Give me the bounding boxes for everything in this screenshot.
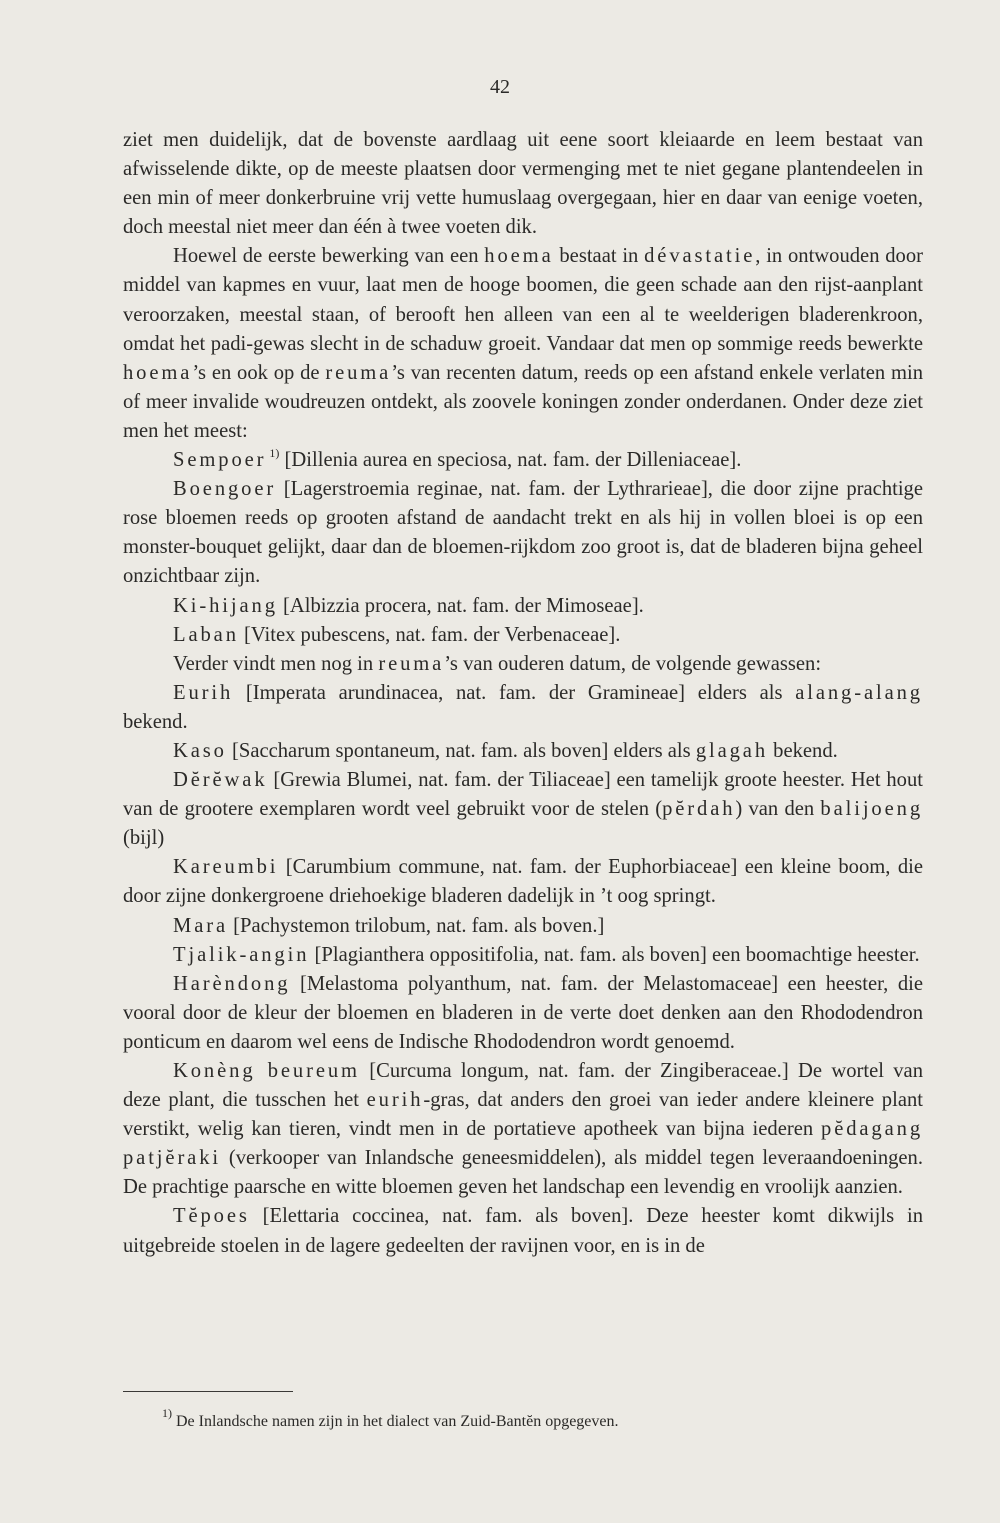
paragraph [123, 912, 923, 941]
spaced-term: hoema [484, 245, 554, 268]
text-run: [Vitex pubescens, nat. fam. der Verbenaceae]. [238, 623, 621, 646]
text-run: [Elettaria coccinea, nat. fam. als boven]. Deze heester komt dikwijls in uitgebreide stoelen in de lagere gedeelten der ravijnen voor, en is in de [123, 1205, 923, 1257]
text-run: ’s van ouderen datum, de volgende gewassen: [444, 652, 822, 675]
paragraph [123, 242, 923, 446]
text-run: (verkooper van Inlandsche geneesmiddelen), als middel tegen leveraandoeningen. De prachtige paarsche en witte bloemen geven het landschap een levendig en vroolijk aanzien. [123, 1147, 923, 1199]
text-run: [Lagerstroemia reginae, nat. fam. der Lythrarieae], die door zijne prachtige rose bloemen reeds op grooten afstand de aandacht trekt en als hij in vollen bloei is op een monster-bouquet gelijkt, daar dan de bloemen-rijkdom zoo groot is, dat de bladeren bijna geheel onzichtbaar zijn. [123, 478, 923, 588]
text-run: [Saccharum spontaneum, nat. fam. als boven] elders als [226, 739, 696, 762]
spaced-term: reuma [325, 361, 392, 384]
footnote-reference: 1) [266, 446, 280, 461]
text-run: ) van den [735, 798, 821, 821]
spaced-term: Eurih [173, 681, 234, 704]
paragraph [123, 1057, 923, 1202]
text-run: [Dillenia aurea en speciosa, nat. fam. der Dilleniaceae]. [279, 449, 742, 472]
spaced-term: Laban [173, 623, 239, 646]
text-run: [Grewia Blumei, nat. fam. der Tiliaceae] een tamelijk groote heester. Het hout van de grootere exemplaren wordt veel gebruikt voor de stelen ( [123, 769, 923, 821]
text-run: bekend. [123, 710, 188, 733]
text-run: ziet men duidelijk, dat de bovenste aardlaag uit eene soort kleiaarde en leem bestaat van afwisselende dikte, op de meeste plaatsen door vermenging met te niet gegane plantendeelen in een min of meer donkerbruine vrij vette humuslaag overgegaan, hier en daar van eenige voeten, doch meestal niet meer dan één à twee voeten dik. [123, 129, 923, 239]
paragraph [123, 679, 923, 737]
spaced-term: Boengoer [173, 478, 277, 501]
paragraph [123, 853, 923, 911]
footnote [162, 1406, 619, 1433]
page-number: 42 [490, 76, 510, 98]
spaced-term: Ki-hijang [173, 594, 278, 617]
text-run: bekend. [768, 739, 838, 762]
footnote-text: De Inlandsche namen zijn in het dialect van Zuid-Bantĕn opgegeven. [172, 1413, 619, 1430]
text-run: [Imperata arundinacea, nat. fam. der Gramineae] elders als [233, 681, 796, 704]
spaced-term: Mara [173, 914, 228, 937]
paragraph [123, 1202, 923, 1260]
text-run: [Pachystemon trilobum, nat. fam. als boven.] [228, 914, 605, 937]
spaced-term: balijoeng [820, 798, 923, 821]
text-run: [Melastoma polyanthum, nat. fam. der Melastomaceae] een heester, die vooral door de kleur der bloemen en bladeren in de verte doet denken aan den Rhododendron ponticum en daarom wel eens de Indische Rhododendron wordt genoemd. [123, 972, 923, 1053]
paragraph [123, 766, 923, 853]
spaced-term: Harèndong [173, 972, 291, 995]
paragraph [123, 737, 923, 766]
spaced-term: pĕrdah [662, 798, 736, 821]
text-run: [Carumbium commune, nat. fam. der Euphorbiaceae] een kleine boom, die door zijne donkergroene driehoekige bladeren dadelijk in ’t oog springt. [123, 856, 923, 908]
spaced-term: Tjalik-angin [173, 943, 310, 966]
spaced-term: Tĕpoes [173, 1205, 250, 1228]
paragraph [123, 592, 923, 621]
spaced-term: glagah [695, 739, 769, 762]
footnote-marker: 1) [162, 1406, 172, 1420]
spaced-term: reuma [378, 652, 445, 675]
text-run: -gras, dat anders den groei van ieder andere kleinere plant verstikt, welig kan tieren, vindt men in de portatieve apotheek van bijna iederen [123, 1089, 923, 1141]
paragraph [123, 650, 923, 679]
spaced-term: Sempoer [173, 449, 267, 472]
text-run: Hoewel de eerste bewerking van een [173, 245, 485, 268]
text-run: , in ontwouden door middel van kapmes en vuur, laat men de hooge boomen, die geen schade aan den rijst-aanplant veroorzaken, meestal staan, of berooft hen alleen van een al te weelderigen bladerenkroon, omdat het padi-gewas slecht in de schaduw groeit. Vandaar dat men op sommige reeds bewerkte [123, 245, 924, 355]
footnote-divider [123, 1391, 293, 1392]
spaced-term: alang-alang [795, 681, 923, 704]
paragraph [123, 126, 923, 242]
paragraph [123, 446, 923, 475]
paragraph [123, 970, 923, 1057]
paragraph [123, 621, 923, 650]
spaced-term: eurih [366, 1089, 424, 1112]
spaced-term: dévastatie [644, 245, 756, 268]
text-run: ’s en ook op de [192, 361, 326, 384]
text-run: [Curcuma longum, nat. fam. der Zingiberaceae.] De wortel van deze plant, die tusschen het [123, 1060, 923, 1112]
text-run: ’s van recenten datum, reeds op een afstand enkele verlaten min of meer invalide woudreuzen ontdekt, als zoovele koningen zonder onderdanen. Onder deze ziet men het meest: [123, 361, 923, 442]
spaced-term: pĕdagang patjĕraki [123, 1118, 923, 1170]
spaced-term: Kaso [173, 739, 227, 762]
text-run: [Albizzia procera, nat. fam. der Mimoseae]. [277, 594, 644, 617]
paragraph [123, 475, 923, 591]
text-run: (bijl) [123, 827, 165, 850]
body-text [123, 126, 923, 1261]
text-run: bestaat in [553, 245, 645, 268]
spaced-term: Kareumbi [173, 856, 279, 879]
paragraph [123, 941, 923, 970]
text-run: Verder vindt men nog in [173, 652, 379, 675]
spaced-term: hoema [123, 361, 193, 384]
text-run: [Plagianthera oppositifolia, nat. fam. als boven] een boomachtige heester. [309, 943, 920, 966]
spaced-term: Konèng beureum [173, 1060, 360, 1082]
spaced-term: Dĕrĕwak [173, 769, 268, 792]
